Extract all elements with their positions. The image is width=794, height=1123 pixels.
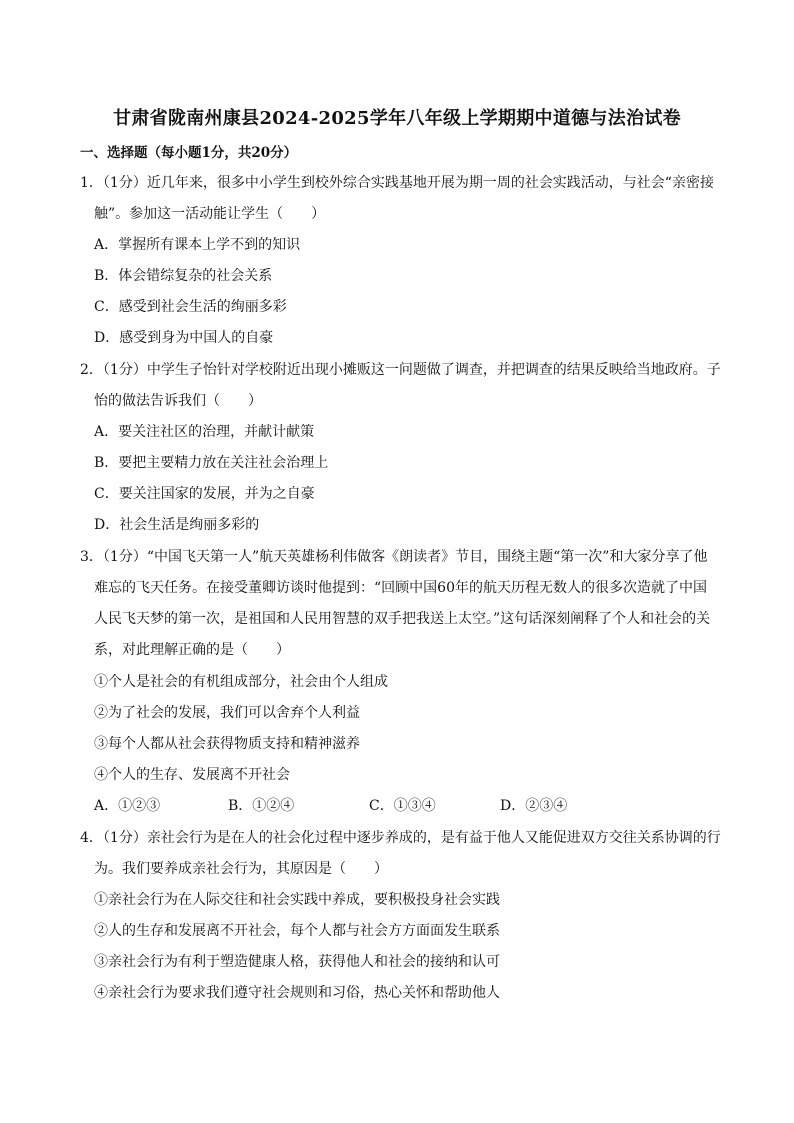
q4-stem-line2: 为。我们要养成亲社会行为，其原因是（ ） xyxy=(94,861,388,877)
q3-options-row xyxy=(94,796,614,816)
q3-option-d: D．②③④ xyxy=(500,798,568,814)
q1-stem-line2: 触”。参加这一活动能让学生（ ） xyxy=(94,206,326,222)
q2-option-a: A．要关注社区的治理，并献计献策 xyxy=(94,424,315,440)
section-heading: 一、选择题（每小题1分，共20分） xyxy=(80,145,298,161)
q1-option-d: D．感受到身为中国人的自豪 xyxy=(94,330,274,346)
q1-stem-line1: 1．（1分）近几年来，很多中小学生到校外综合实践基地开展为期一周的社会实践活动，与社会“亲密接 xyxy=(80,175,714,191)
q1-option-c: C．感受到社会生活的绚丽多彩 xyxy=(94,299,287,315)
q2-stem-line1: 2．（1分）中学生子怡针对学校附近出现小摊贩这一问题做了调查，并把调查的结果反映给当地政府。子 xyxy=(80,362,721,378)
q3-statement-2: ②为了社会的发展，我们可以舍弃个人利益 xyxy=(94,705,360,721)
q2-option-b: B．要把主要精力放在关注社会治理上 xyxy=(94,455,329,471)
q3-stem-line2: 难忘的飞天任务。在接受董卿访谈时他提到：“回顾中国60年的航天历程无数人的很多次造就了中国 xyxy=(94,580,707,596)
q3-option-a: A．①②③ xyxy=(94,798,161,814)
q4-statement-1: ①亲社会行为在人际交往和社会实践中养成，要积极投身社会实践 xyxy=(94,892,500,908)
q4-statement-4: ④亲社会行为要求我们遵守社会规则和习俗，热心关怀和帮助他人 xyxy=(94,985,500,1001)
q4-stem-line1: 4．（1分）亲社会行为是在人的社会化过程中逐步养成的，是有益于他人又能促进双方交往关系协调的行 xyxy=(80,830,721,846)
q3-statement-1: ①个人是社会的有机组成部分，社会由个人组成 xyxy=(94,674,388,690)
q1-option-b: B．体会错综复杂的社会关系 xyxy=(94,268,273,284)
q3-stem-line3: 人民飞天梦的第一次，是祖国和人民用智慧的双手把我送上太空。”这句话深刻阐释了个人和社会的关 xyxy=(94,611,711,627)
q3-stem-line4: 系，对此理解正确的是（ ） xyxy=(94,642,290,658)
exam-title: 甘肃省陇南州康县2024-2025学年八年级上学期期中道德与法治试卷 xyxy=(113,108,681,129)
q1-option-a: A．掌握所有课本上学不到的知识 xyxy=(94,237,301,253)
q2-option-c: C．要关注国家的发展，并为之自豪 xyxy=(94,486,315,502)
q2-stem-line2: 怡的做法告诉我们（ ） xyxy=(94,393,262,409)
q3-option-b: B．①②④ xyxy=(228,798,295,814)
q3-statement-4: ④个人的生存、发展离不开社会 xyxy=(94,767,290,783)
q3-stem-line1: 3．（1分）“中国飞天第一人”航天英雄杨利伟做客《朗读者》节目，围绕主题“第一次”和大家分享了他 xyxy=(80,549,708,565)
q3-statement-3: ③每个人都从社会获得物质支持和精神滋养 xyxy=(94,736,360,752)
q3-option-c: C．①③④ xyxy=(369,798,436,814)
q4-statement-2: ②人的生存和发展离不开社会，每个人都与社会方方面面发生联系 xyxy=(94,923,500,939)
q2-option-d: D．社会生活是绚丽多彩的 xyxy=(94,517,260,533)
q4-statement-3: ③亲社会行为有利于塑造健康人格，获得他人和社会的接纳和认可 xyxy=(94,954,500,970)
